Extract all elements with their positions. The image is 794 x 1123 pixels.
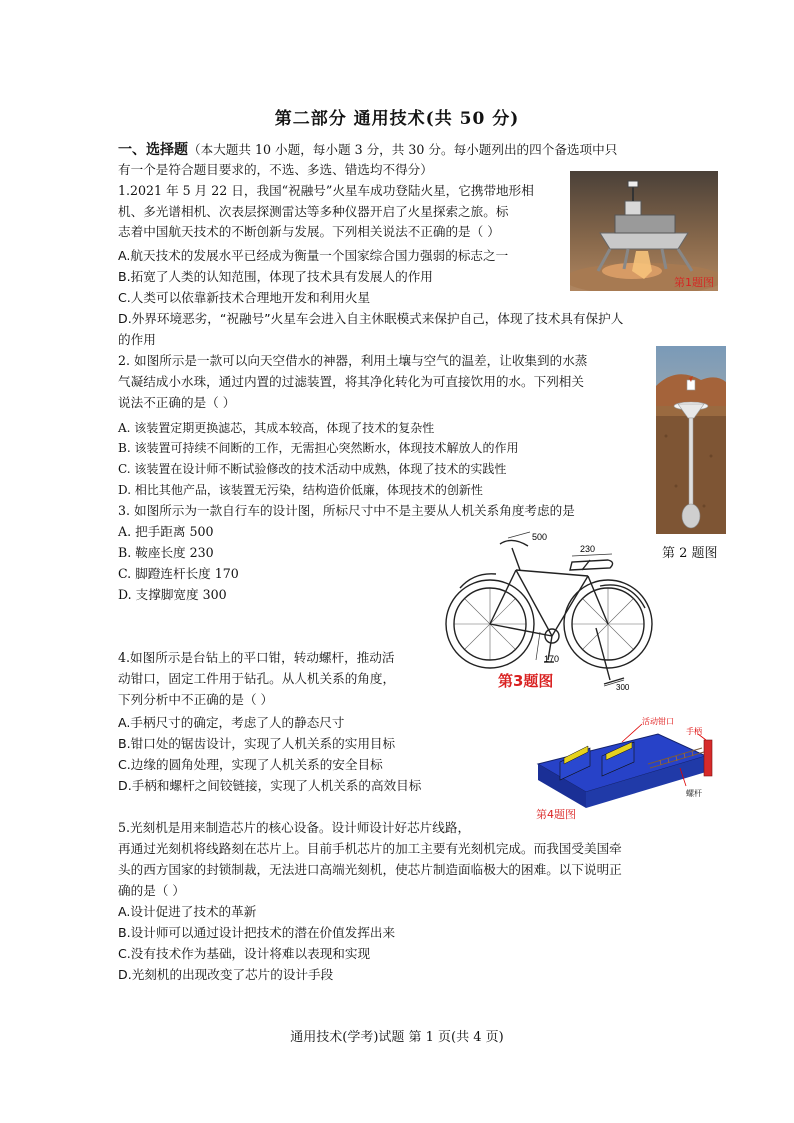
- q1-figure-mars-lander: [570, 171, 718, 291]
- q3-stem: 3. 如图所示为一款自行车的设计图，所标尺寸中不是主要从人机关系角度考虑的是: [118, 503, 575, 518]
- q2-stem-line2: 气凝结成小水珠，通过内置的过滤装置，将其净化转化为可直接饮用的水。下列相关: [118, 374, 584, 389]
- q3-option-b: B. 鞍座长度 230: [118, 545, 214, 560]
- q4-option-d: D.手柄和螺杆之间铰链接，实现了人机关系的高效目标: [118, 778, 422, 793]
- q2-figure-water-collector: [656, 346, 726, 534]
- q3-figure-label: 第3题图: [498, 672, 554, 690]
- page-title: 第二部分 通用技术(共 50 分): [274, 109, 520, 129]
- vise-label-handle: 手柄: [686, 727, 702, 736]
- q5-option-a: A.设计促进了技术的革新: [118, 904, 257, 919]
- dim-label-170: 170: [544, 654, 560, 664]
- q2-option-a: A. 该装置定期更换滤芯，其成本较高，体现了技术的复杂性: [118, 421, 435, 435]
- section-heading: 一、选择题: [118, 142, 188, 158]
- q4-option-b: B.钳口处的锯齿设计，实现了人机关系的实用目标: [118, 736, 396, 751]
- q2-option-d: D. 相比其他产品，该装置无污染，结构造价低廉，体现技术的创新性: [118, 483, 483, 497]
- q1-stem-line1: 1.2021 年 5 月 22 日，我国“祝融号”火星车成功登陆火星，它携带地形相: [118, 183, 534, 198]
- water-collector-illustration: [656, 346, 726, 534]
- q4-option-c: C.边缘的圆角处理，实现了人机关系的安全目标: [118, 757, 383, 772]
- q5-stem-line3: 头的西方国家的封锁制裁，无法进口高端光刻机，使芯片制造面临极大的困难。以下说明正: [118, 862, 622, 877]
- q4-figure-label: 第4题图: [536, 808, 576, 821]
- q5-stem-line2: 再通过光刻机将线路刻在芯片上。目前手机芯片的加工主要有光刻机完成。而我国受美国牵: [118, 841, 622, 856]
- q1-stem-line3: 志着中国航天技术的不断创新与发展。下列相关说法不正确的是（ ）: [118, 224, 500, 239]
- dim-label-300: 300: [616, 683, 630, 692]
- q2-option-c: C. 该装置在设计师不断试验修改的技术活动中成熟，体现了技术的实践性: [118, 462, 507, 476]
- page-footer: 通用技术(学考)试题 第 1 页(共 4 页): [290, 1030, 504, 1045]
- q2-figure-label: 第 2 题图: [662, 546, 718, 561]
- q4-stem-line2: 动钳口，固定工件用于钻孔。从人机关系的角度，: [118, 671, 396, 686]
- vise-label-jaw: 活动钳口: [642, 717, 674, 726]
- vise-label-screw: 螺杆: [686, 789, 702, 798]
- q4-figure-vise: [530, 712, 738, 824]
- q5-option-c: C.没有技术作为基础，设计将难以表现和实现: [118, 946, 371, 961]
- q2-stem-line3: 说法不正确的是（ ）: [118, 395, 236, 410]
- q4-stem-line3: 下列分析中不正确的是（ ）: [118, 692, 274, 707]
- q5-option-d: D.光刻机的出现改变了芯片的设计手段: [118, 967, 334, 982]
- mars-lander-illustration: [570, 171, 718, 291]
- q1-option-c: C.人类可以依靠新技术合理地开发和利用火星: [118, 290, 371, 305]
- q5-stem-line4: 确的是（ ）: [118, 883, 185, 898]
- q2-stem-line1: 2. 如图所示是一款可以向天空借水的神器，利用土壤与空气的温差，让收集到的水蒸: [118, 353, 588, 368]
- dim-label-230: 230: [580, 544, 596, 554]
- q1-option-a: A.航天技术的发展水平已经成为衡量一个国家综合国力强弱的标志之一: [118, 248, 509, 263]
- q1-option-d-line2: 的作用: [118, 332, 156, 347]
- q5-option-b: B.设计师可以通过设计把技术的潜在价值发挥出来: [118, 925, 396, 940]
- q5-stem-line1: 5.光刻机是用来制造芯片的核心设备。设计师设计好芯片线路，: [118, 820, 471, 835]
- section-instructions-line2: 有一个是符合题目要求的，不选、多选、错选均不得分）: [118, 162, 433, 177]
- section-instructions-line1: [118, 140, 617, 160]
- q2-option-b: B. 该装置可持续不间断的工作，无需担心突然断水，体现技术解放人的作用: [118, 441, 519, 455]
- q3-option-c: C. 脚蹬连杆长度 170: [118, 566, 239, 581]
- q1-option-d-line1: D.外界环境恶劣，“祝融号”火星车会进入自主休眠模式来保护自己，体现了技术具有保护人: [118, 311, 624, 326]
- q3-option-d: D. 支撑脚宽度 300: [118, 587, 227, 602]
- q3-option-a: A. 把手距离 500: [118, 524, 214, 539]
- section-instructions-text: （本大题共 10 小题，每小题 3 分，共 30 分。每小题列出的四个备选项中只: [188, 142, 618, 157]
- q4-stem-line1: 4.如图所示是台钻上的平口钳，转动螺杆，推动活: [118, 650, 395, 665]
- q4-option-a: A.手柄尺寸的确定，考虑了人的静态尺寸: [118, 715, 345, 730]
- q1-option-b: B.拓宽了人类的认知范围，体现了技术具有发展人的作用: [118, 269, 433, 284]
- q1-figure-label: 第1题图: [674, 276, 714, 289]
- q1-stem-line2: 机、多光谱相机、次表层探测雷达等多种仪器开启了火星探索之旅。标: [118, 204, 509, 219]
- dim-label-500: 500: [532, 532, 548, 542]
